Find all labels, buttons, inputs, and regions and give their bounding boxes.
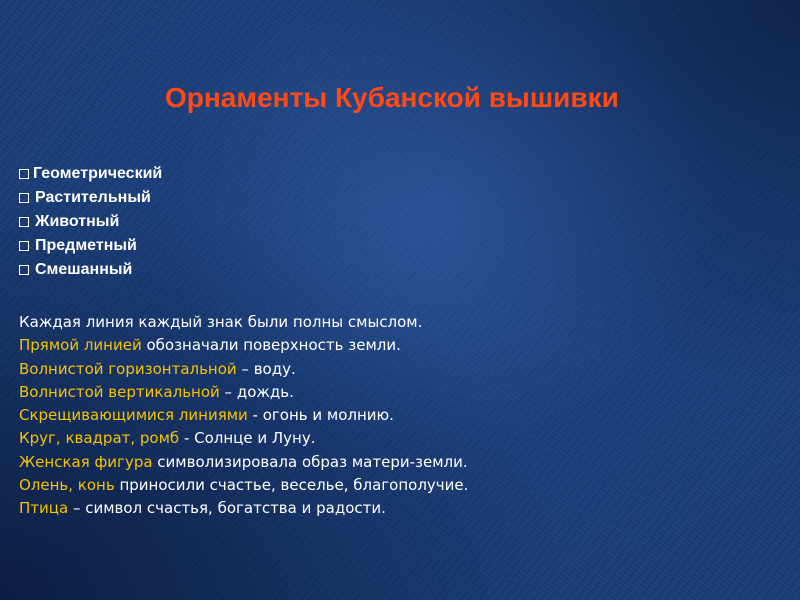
meaning-keyword: Прямой линией	[19, 336, 142, 355]
list-item	[19, 258, 162, 282]
ornament-type-label: Геометрический	[33, 165, 163, 182]
meaning-line	[19, 497, 789, 520]
meaning-line	[19, 404, 789, 427]
checkbox-bullet-icon	[19, 217, 29, 227]
meaning-line	[19, 451, 789, 474]
intro-line: Каждая линия каждый знак были полны смыслом.	[19, 313, 423, 331]
meaning-line	[19, 474, 789, 497]
list-item	[19, 234, 162, 258]
meaning-keyword: Волнистой горизонтальной	[19, 359, 237, 378]
checkbox-bullet-icon	[19, 241, 29, 251]
checkbox-bullet-icon	[19, 265, 29, 275]
meaning-keyword: Волнистой вертикальной	[19, 382, 220, 401]
ornament-types-list	[19, 162, 162, 282]
meaning-text: - Солнце и Луну.	[179, 429, 316, 448]
meaning-keyword: Олень, конь	[19, 476, 115, 495]
meaning-keyword: Скрещивающимися линиями	[19, 406, 248, 425]
meaning-text: – символ счастья, богатства и радости.	[68, 499, 386, 518]
list-item	[19, 186, 162, 210]
list-item	[19, 210, 162, 234]
meaning-text: – дождь.	[219, 382, 294, 401]
ornament-type-label: Предметный	[35, 237, 137, 254]
meaning-text: обозначали поверхность земли.	[141, 336, 401, 355]
meaning-text: приносили счастье, веселье, благополучие.	[114, 476, 469, 495]
meaning-text: – воду.	[236, 359, 296, 378]
meaning-keyword: Женская фигура	[19, 452, 153, 471]
meaning-line	[19, 427, 789, 450]
meaning-line	[19, 358, 789, 381]
checkbox-bullet-icon	[19, 193, 29, 203]
ornament-type-label: Животный	[35, 213, 120, 230]
checkbox-bullet-icon	[19, 169, 29, 179]
ornament-type-label: Смешанный	[35, 261, 133, 278]
meanings-paragraph	[19, 311, 789, 521]
list-item	[19, 162, 162, 186]
meaning-text: - огонь и молнию.	[247, 406, 394, 425]
ornament-type-label: Растительный	[35, 189, 151, 206]
meaning-text: символизировала образ матери-земли.	[152, 452, 468, 471]
meaning-keyword: Птица	[19, 499, 69, 518]
meaning-line	[19, 381, 789, 404]
meaning-keyword: Круг, квадрат, ромб	[19, 429, 180, 448]
slide-title: Орнаменты Кубанской вышивки	[165, 82, 619, 113]
meaning-line	[19, 334, 789, 357]
